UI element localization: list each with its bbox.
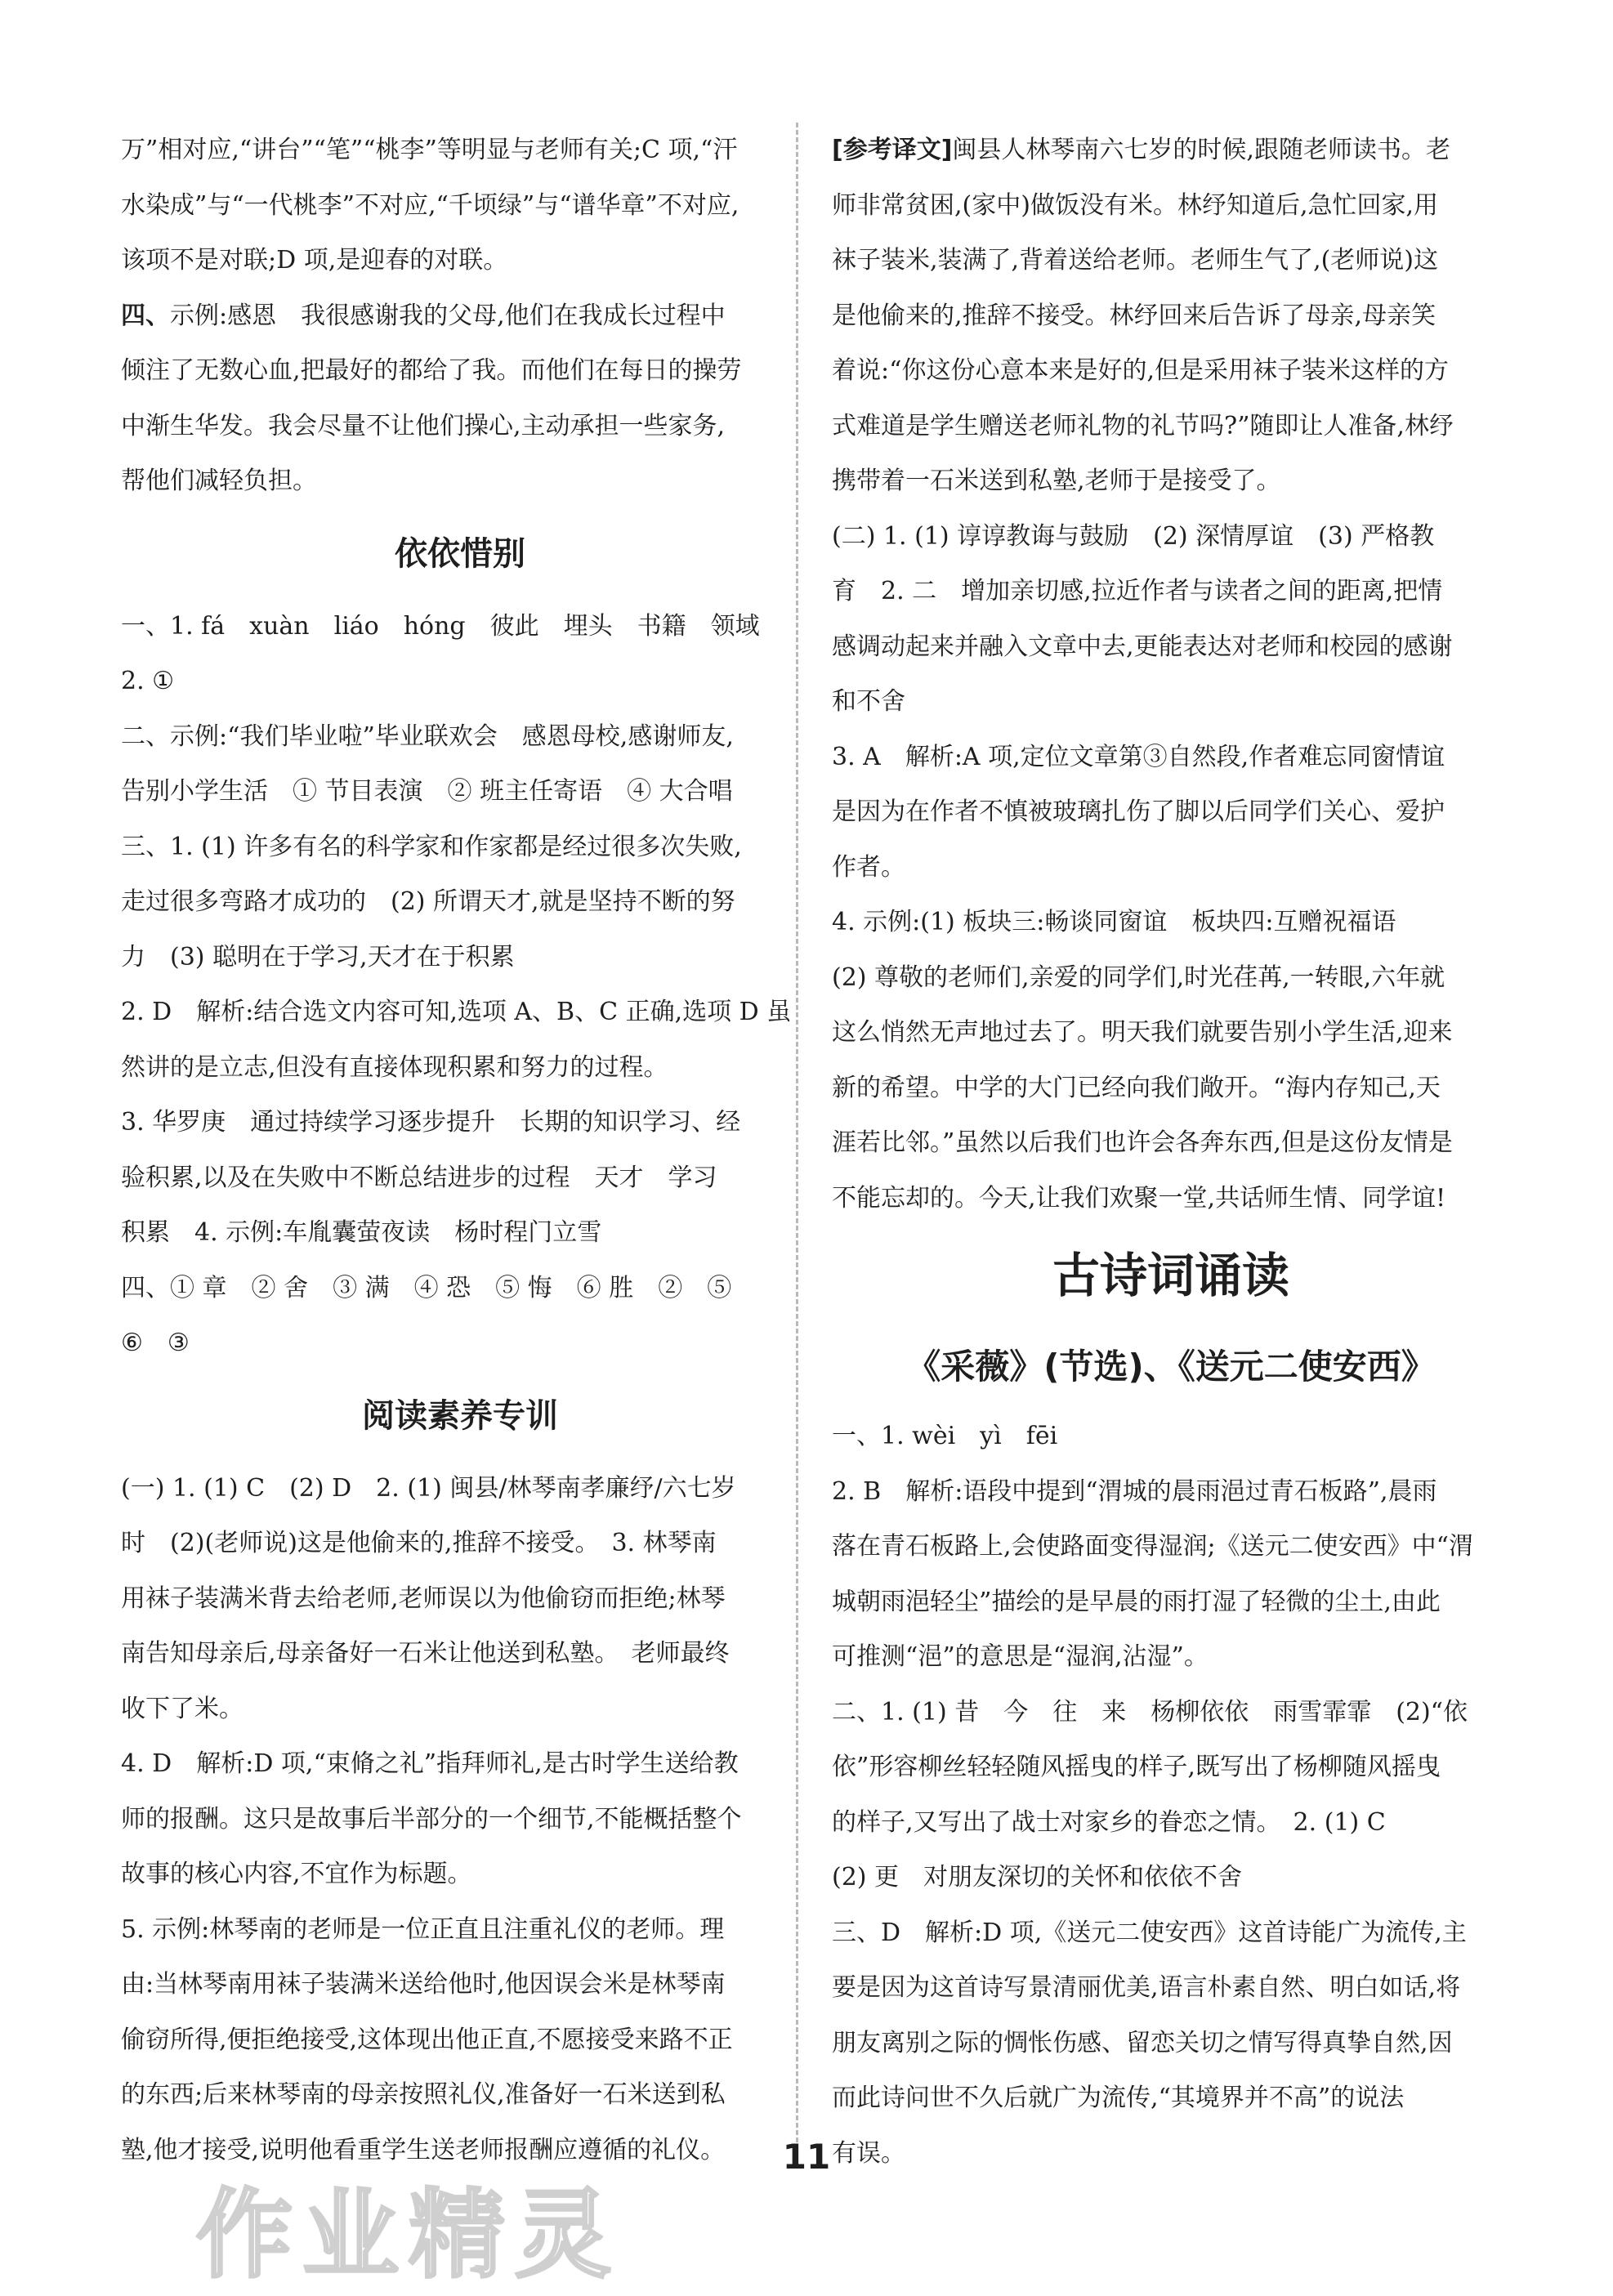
text-line: 着说:“你这份心意本来是好的,但是采用袜子装米这样的方 [832, 356, 1449, 385]
text-line: 和不舍 [832, 687, 905, 716]
text-line: 二、1. (1) 昔 今 往 来 杨柳依依 雨雪霏霏 (2)“依 [832, 1697, 1468, 1726]
text-line: 一、1. fá xuàn liáo hóng 彼此 埋头 书籍 领域 [121, 611, 760, 641]
section-label: 四、 [121, 301, 170, 330]
text-line: 可推测“浥”的意思是“湿润,沾湿”。 [832, 1642, 1209, 1671]
text-line: 这么悄然无声地过去了。明天我们就要告别小学生活,迎来 [832, 1018, 1453, 1047]
text-line: 4. 示例:(1) 板块三:畅谈同窗谊 板块四:互赠祝福语 [832, 908, 1396, 936]
text-line: 不能忘却的。今天,让我们欢聚一堂,共话师生情、同学谊! [832, 1183, 1446, 1213]
text-line: 的东西;后来林琴南的母亲按照礼仪,准备好一石米送到私 [121, 2080, 726, 2109]
text-line: 依”形容柳丝轻轻随风摇曳的样子,既写出了杨柳随风摇曳 [832, 1753, 1441, 1781]
text-line: 2. ① [121, 667, 175, 695]
left-column [121, 123, 799, 2178]
text-line: 故事的核心内容,不宜作为标题。 [121, 1860, 472, 1888]
text-line: 积累 4. 示例:车胤囊萤夜读 杨时程门立雪 [121, 1218, 602, 1247]
text-line: 师非常贫困,(家中)做饭没有米。林纾知道后,急忙回家,用 [832, 190, 1439, 220]
text-line: 由:当林琴南用袜子装满米送给他时,他因误会米是林琴南 [121, 1970, 726, 1999]
text-line: 3. 华罗庚 通过持续学习逐步提升 长期的知识学习、经 [121, 1108, 741, 1137]
text-line: 涯若比邻。”虽然以后我们也许会各奔东西,但是这份友情是 [832, 1128, 1453, 1157]
text-line: 三、D 解析:D 项,《送元二使安西》这首诗能广为流传,主 [832, 1918, 1467, 1947]
text-line: ⑥ ③ [121, 1329, 190, 1357]
text-line: 中渐生华发。我会尽量不让他们操心,主动承担一些家务, [121, 411, 726, 440]
text-line: 三、1. (1) 许多有名的科学家和作家都是经过很多次失败, [121, 832, 742, 861]
text-line: 一、1. wèi yì fēi [832, 1422, 1058, 1450]
text-line: 南告知母亲后,母亲备好一石米让他送到私塾。 老师最终 [121, 1639, 730, 1668]
text-line: 2. D 解析:结合选文内容可知,选项 A、B、C 正确,选项 D 虽 [121, 998, 792, 1026]
text-line: 倾注了无数心血,把最好的都给了我。而他们在每日的操劳 [121, 356, 742, 385]
text-span: 示例:感恩 我很感谢我的父母,他们在我成长过程中 [170, 301, 726, 330]
text-line: 水染成”与“一代桃李”不对应,“千顷绿”与“谱华章”不对应, [121, 190, 739, 220]
text-line: (2) 更 对朋友深切的关怀和依依不舍 [832, 1863, 1243, 1892]
text-line: 有误。 [832, 2138, 905, 2168]
text-line: 5. 示例:林琴南的老师是一位正直且注重礼仪的老师。理 [121, 1914, 725, 1944]
text-line: 用袜子装满米背去给老师,老师误以为他偷窃而拒绝;林琴 [121, 1584, 726, 1613]
text-line: 作者。 [832, 852, 905, 882]
text-line: 2. B 解析:语段中提到“渭城的晨雨浥过青石板路”,晨雨 [832, 1476, 1437, 1506]
text-line: 要是因为这首诗写景清丽优美,语言朴素自然、明白如话,将 [832, 1973, 1461, 2002]
text-line: 4. D 解析:D 项,“束脩之礼”指拜师礼,是古时学生送给教 [121, 1749, 739, 1778]
text-line [832, 123, 1510, 178]
text-line: 新的希望。中学的大门已经向我们敞开。“海内存知己,天 [832, 1073, 1441, 1102]
text-line: 朋友离别之际的惆怅伤感、留恋关切之情写得真挚自然,因 [832, 2028, 1453, 2057]
text-line [121, 288, 799, 344]
reference-label: [参考译文] [832, 136, 953, 164]
text-line: 是因为在作者不慎被玻璃扎伤了脚以后同学们关心、爱护 [832, 797, 1445, 826]
text-line: (一) 1. (1) C (2) D 2. (1) 闽县/林琴南孝廉纾/六七岁 [121, 1473, 736, 1503]
text-line: 告别小学生活 ① 节目表演 ② 班主任寄语 ④ 大合唱 [121, 777, 733, 806]
text-line: 携带着一石米送到私塾,老师于是接受了。 [832, 467, 1281, 495]
text-line: 收下了米。 [121, 1694, 244, 1723]
text-line: 袜子装米,装满了,背着送给老师。老师生气了,(老师说)这 [832, 246, 1439, 275]
text-line: 的样子,又写出了战士对家乡的眷恋之情。 2. (1) C [832, 1807, 1386, 1837]
right-column [832, 123, 1510, 2181]
text-line: (2) 尊敬的老师们,亲爱的同学们,时光荏苒,一转眼,六年就 [832, 963, 1445, 992]
section-title-yuedu: 阅读素养专训 [362, 1396, 558, 1435]
section-subtitle-poems: 《采薇》(节选)、《送元二使安西》 [906, 1347, 1436, 1387]
page-number: 11 [782, 2137, 831, 2177]
text-line: 该项不是对联;D 项,是迎春的对联。 [121, 246, 508, 275]
text-line: 四、① 章 ② 舍 ③ 满 ④ 恐 ⑤ 悔 ⑥ 胜 ② ⑤ [121, 1273, 732, 1302]
text-line: 育 2. 二 增加亲切感,拉近作者与读者之间的距离,把情 [832, 577, 1443, 605]
text-line: 师的报酬。这只是故事后半部分的一个细节,不能概括整个 [121, 1804, 742, 1834]
watermark-text: 作业精灵 [196, 2178, 622, 2291]
text-line: 城朝雨浥轻尘”描绘的是早晨的雨打湿了轻微的尘土,由此 [832, 1587, 1441, 1616]
text-line: 而此诗问世不久后就广为流传,“其境界并不高”的说法 [832, 2084, 1405, 2112]
text-line: 走过很多弯路才成功的 (2) 所谓天才,就是坚持不断的努 [121, 887, 735, 916]
text-line: 万”相对应,“讲台”“笔”“桃李”等明显与老师有关;C 项,“汗 [121, 136, 738, 164]
text-line: 然讲的是立志,但没有直接体现积累和努力的过程。 [121, 1052, 668, 1082]
text-span: 闽县人林琴南六七岁的时候,跟随老师读书。老 [952, 136, 1450, 164]
text-line: (二) 1. (1) 谆谆教诲与鼓励 (2) 深情厚谊 (3) 严格教 [832, 521, 1435, 551]
text-line: 塾,他才接受,说明他看重学生送老师报酬应遵循的礼仪。 [121, 2135, 726, 2164]
text-line: 二、示例:“我们毕业啦”毕业联欢会 感恩母校,感谢师友, [121, 721, 734, 751]
text-line: 时 (2)(老师说)这是他偷来的,推辞不接受。 3. 林琴南 [121, 1529, 717, 1557]
text-line: 验积累,以及在失败中不断总结进步的过程 天才 学习 [121, 1163, 717, 1192]
text-line: 落在青石板路上,会使路面变得湿润;《送元二使安西》中“渭 [832, 1532, 1473, 1561]
text-line: 帮他们减轻负担。 [121, 467, 317, 495]
section-title-yiyi: 依依惜别 [395, 534, 525, 573]
text-line: 力 (3) 聪明在于学习,天才在于积累 [121, 942, 515, 972]
text-line: 是他偷来的,推辞不接受。林纾回来后告诉了母亲,母亲笑 [832, 301, 1437, 330]
section-title-gushi: 古诗词诵读 [1052, 1248, 1289, 1303]
text-line: 式难道是学生赠送老师礼物的礼节吗?”随即让人准备,林纾 [832, 411, 1454, 440]
text-line: 感调动起来并融入文章中去,更能表达对老师和校园的感谢 [832, 632, 1453, 661]
text-line: 3. A 解析:A 项,定位文章第③自然段,作者难忘同窗情谊 [832, 742, 1445, 771]
text-line: 偷窃所得,便拒绝接受,这体现出他正直,不愿接受来路不正 [121, 2025, 733, 2054]
